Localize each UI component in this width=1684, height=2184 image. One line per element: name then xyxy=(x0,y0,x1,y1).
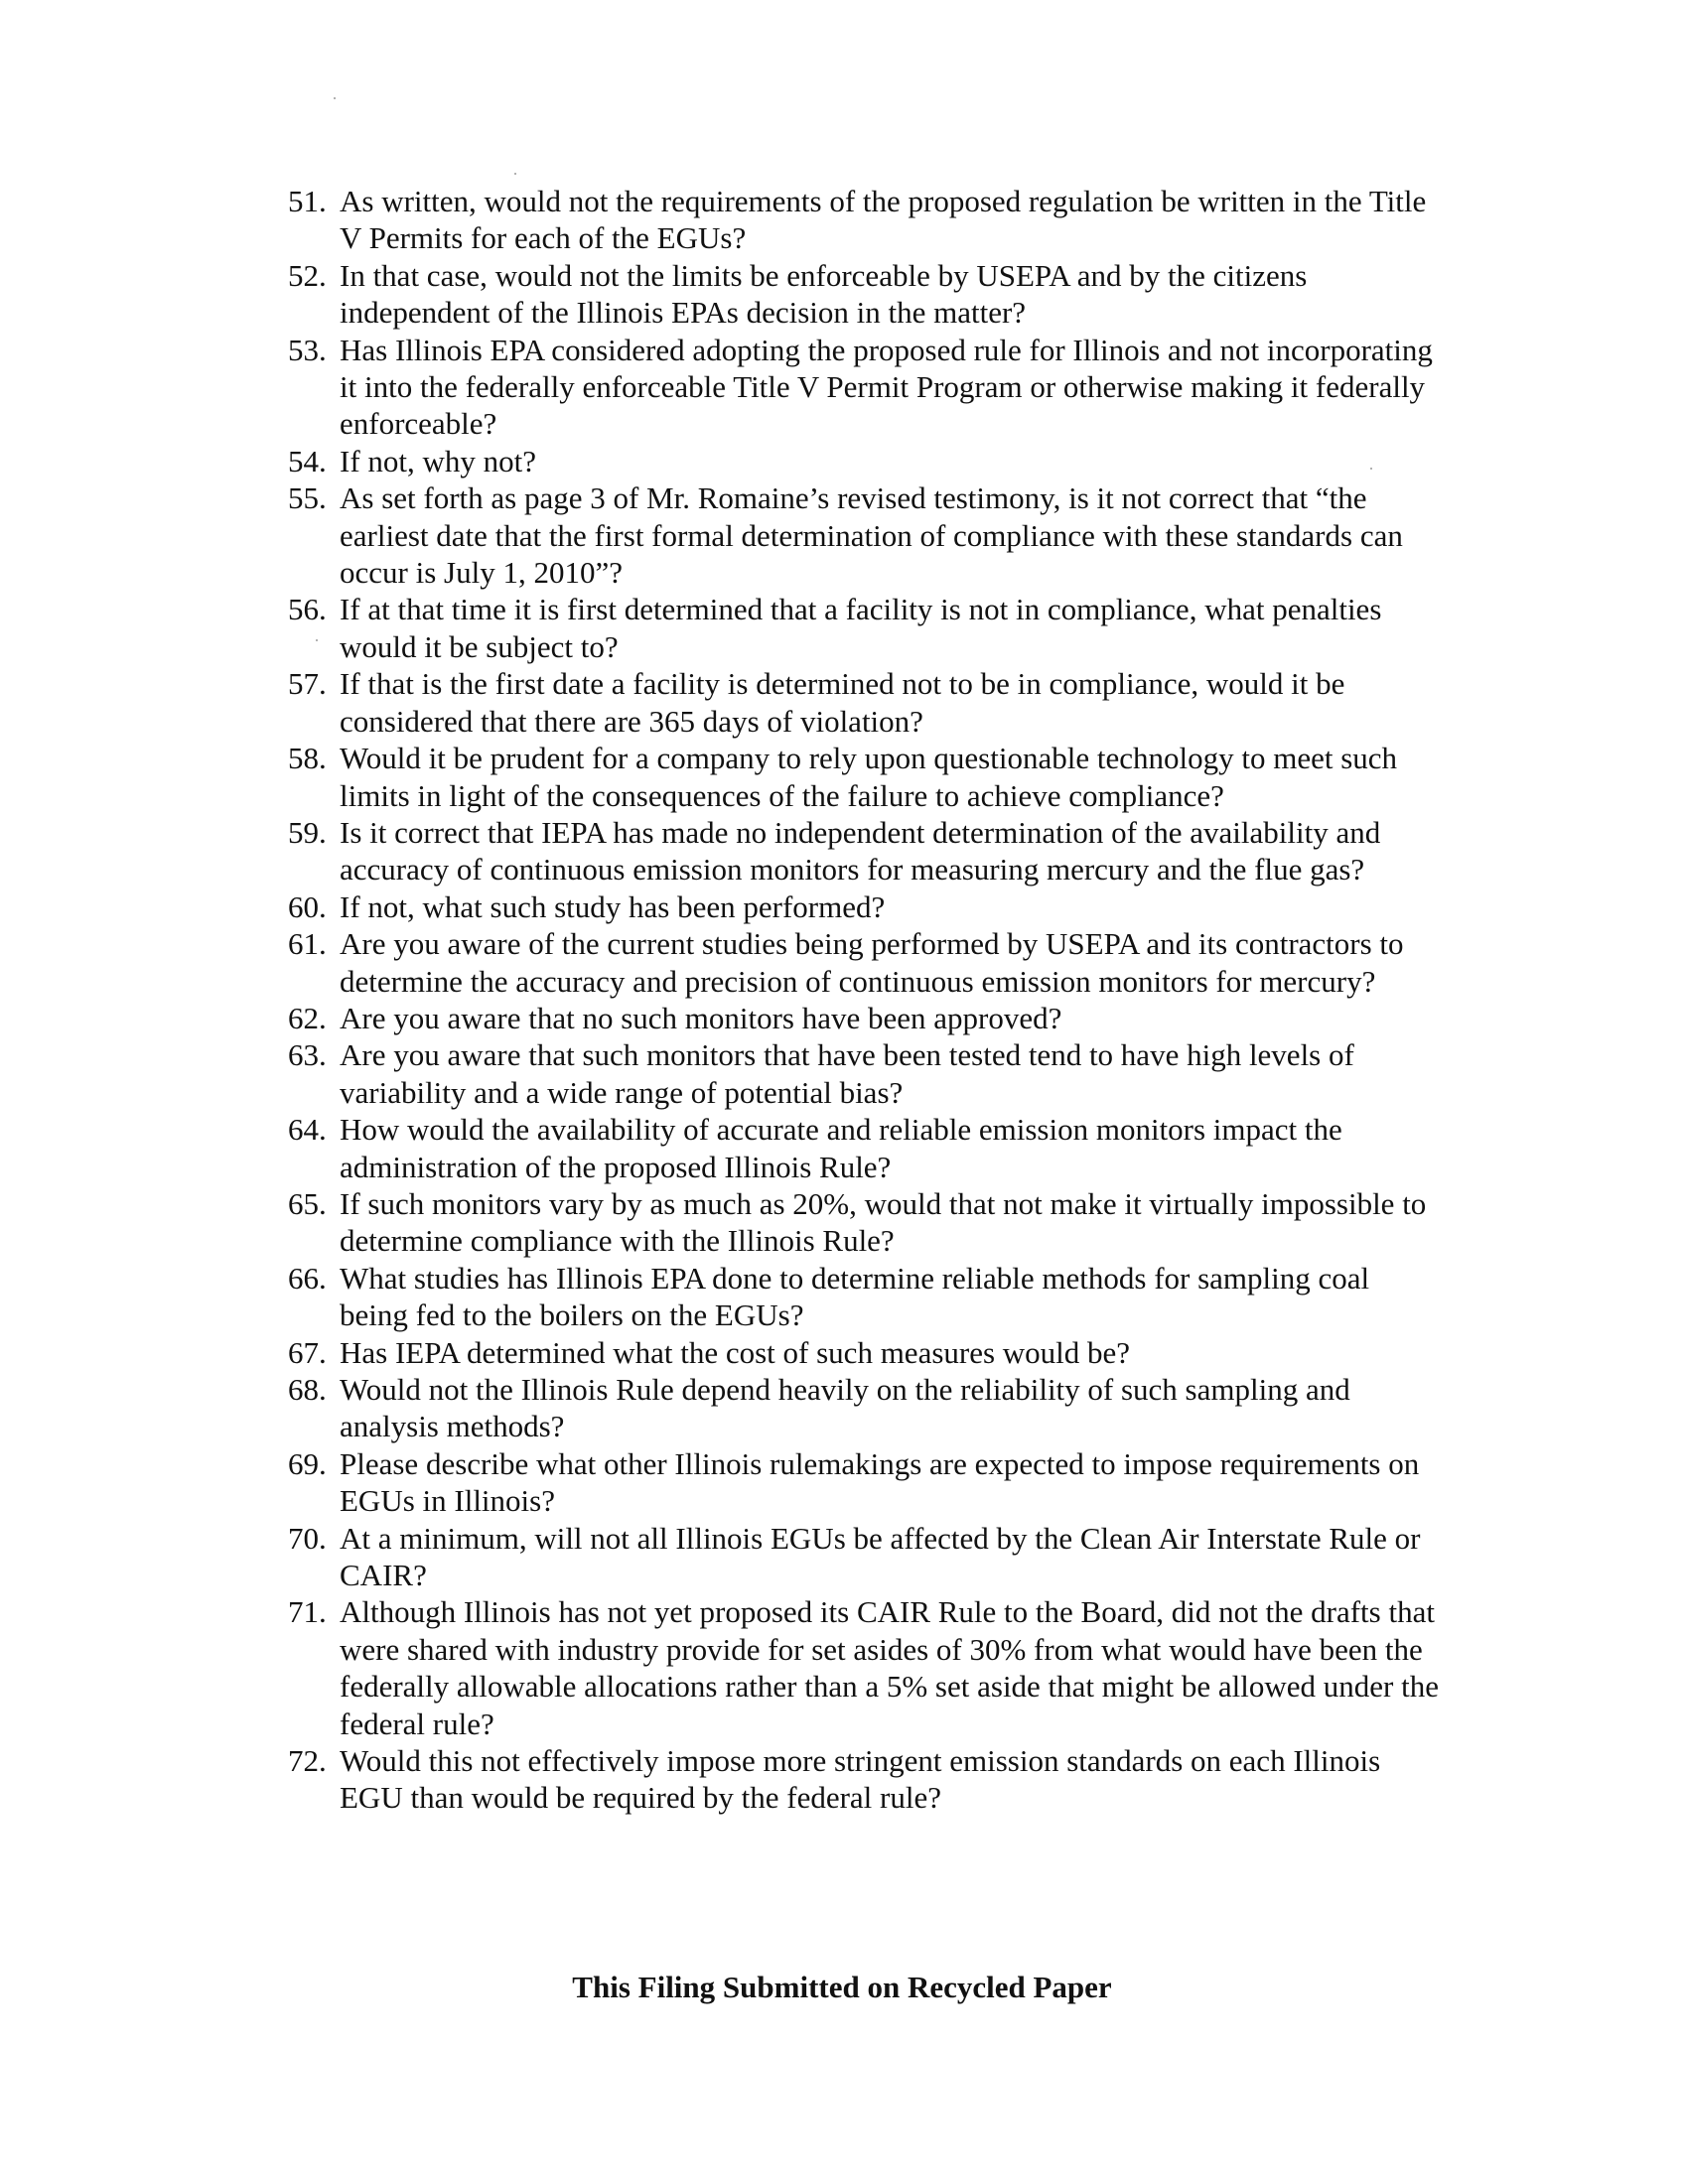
question-item xyxy=(288,1111,1440,1185)
question-item xyxy=(288,1593,1440,1742)
question-number: 54. xyxy=(288,443,327,478)
question-text: At a minimum, will not all Illinois EGUs be affected by the Clean Air Interstate Rule or CAIR? xyxy=(340,1520,1421,1593)
question-text: What studies has Illinois EPA done to determine reliable methods for sampling coal being fed to the boilers on the EGUs? xyxy=(340,1260,1370,1333)
question-item xyxy=(288,665,1440,740)
question-text: Please describe what other Illinois rulemakings are expected to impose requirements on EGUs in Illinois? xyxy=(340,1445,1420,1519)
question-number: 52. xyxy=(288,257,327,293)
scan-speck xyxy=(514,173,516,175)
question-item xyxy=(288,1036,1440,1111)
question-text: If not, what such study has been performed? xyxy=(340,888,886,924)
question-item xyxy=(288,925,1440,1000)
question-list xyxy=(288,183,1440,1817)
question-number: 61. xyxy=(288,926,327,962)
question-text: Are you aware that no such monitors have been approved? xyxy=(340,1000,1062,1035)
question-text: Although Illinois has not yet proposed its CAIR Rule to the Board, did not the drafts that were shared with industry provide for set asides of 30% from what would have been the federally allowable allocations rather than a 5% set aside that might be allowed under the federal rule? xyxy=(340,1594,1439,1741)
question-item xyxy=(288,888,1440,925)
question-item xyxy=(288,1000,1440,1036)
question-item xyxy=(288,1445,1440,1520)
question-text: If such monitors vary by as much as 20%, would that not make it virtually impossible to determine compliance with the Illinois Rule? xyxy=(340,1185,1427,1259)
question-text: In that case, would not the limits be enforceable by USEPA and by the citizens independent of the Illinois EPAs decision in the matter? xyxy=(340,257,1308,331)
question-item xyxy=(288,1334,1440,1371)
question-number: 58. xyxy=(288,741,327,776)
question-item xyxy=(288,1371,1440,1445)
question-item xyxy=(288,1260,1440,1334)
scan-speck xyxy=(334,97,336,99)
question-number: 65. xyxy=(288,1185,327,1221)
question-item xyxy=(288,740,1440,814)
question-item xyxy=(288,814,1440,888)
question-number: 72. xyxy=(288,1743,327,1779)
question-text: Is it correct that IEPA has made no independent determination of the availability and accuracy of continuous emission monitors for measuring mercury and the flue gas? xyxy=(340,814,1381,887)
question-number: 66. xyxy=(288,1260,327,1296)
question-number: 64. xyxy=(288,1112,327,1148)
footer-notice: This Filing Submitted on Recycled Paper xyxy=(572,1970,1112,2004)
question-number: 62. xyxy=(288,1000,327,1035)
question-number: 51. xyxy=(288,184,327,218)
question-text: How would the availability of accurate and reliable emission monitors impact the administration of the proposed Illinois Rule? xyxy=(340,1112,1342,1184)
question-text: Would this not effectively impose more stringent emission standards on each Illinois EGU than would be required by the federal rule? xyxy=(340,1743,1381,1816)
question-number: 67. xyxy=(288,1334,327,1370)
question-item xyxy=(288,1520,1440,1594)
question-number: 60. xyxy=(288,888,327,924)
question-text: Would it be prudent for a company to rely upon questionable technology to meet such limits in light of the consequences of the failure to achieve compliance? xyxy=(340,741,1398,813)
question-number: 53. xyxy=(288,332,327,367)
question-text: As set forth as page 3 of Mr. Romaine’s revised testimony, is it not correct that “the earliest date that the first formal determination of compliance with these standards can occur is July 1, 2010”? xyxy=(340,480,1403,591)
question-number: 70. xyxy=(288,1520,327,1556)
question-text: Are you aware that such monitors that have been tested tend to have high levels of variability and a wide range of potential bias? xyxy=(340,1037,1354,1110)
question-item xyxy=(288,591,1440,665)
question-text: Has IEPA determined what the cost of such measures would be? xyxy=(340,1334,1131,1370)
question-number: 57. xyxy=(288,666,327,702)
question-item xyxy=(288,257,1440,332)
question-item xyxy=(288,332,1440,443)
question-text: Has Illinois EPA considered adopting the proposed rule for Illinois and not incorporating it into the federally enforceable Title V Permit Program or otherwise making it federally enforceable? xyxy=(340,332,1433,442)
question-number: 68. xyxy=(288,1372,327,1407)
question-text: If not, why not? xyxy=(340,443,537,478)
question-item xyxy=(288,1742,1440,1817)
question-item xyxy=(288,443,1440,479)
question-text: Would not the Illinois Rule depend heavily on the reliability of such sampling and analysis methods? xyxy=(340,1372,1350,1444)
question-number: 55. xyxy=(288,480,327,516)
question-item xyxy=(288,183,1440,257)
question-text: Are you aware of the current studies being performed by USEPA and its contractors to determine the accuracy and precision of continuous emission monitors for mercury? xyxy=(340,926,1404,999)
question-text: If at that time it is first determined that a facility is not in compliance, what penalties would it be subject to? xyxy=(340,592,1382,664)
question-number: 71. xyxy=(288,1594,327,1630)
question-item xyxy=(288,479,1440,591)
question-number: 69. xyxy=(288,1445,327,1481)
question-text: If that is the first date a facility is determined not to be in compliance, would it be considered that there are 365 days of violation? xyxy=(340,666,1345,739)
question-number: 59. xyxy=(288,814,327,850)
question-text: As written, would not the requirements of the proposed regulation be written in the Title V Permits for each of the EGUs? xyxy=(340,184,1427,256)
question-item xyxy=(288,1185,1440,1260)
question-number: 63. xyxy=(288,1037,327,1073)
question-number: 56. xyxy=(288,592,327,627)
